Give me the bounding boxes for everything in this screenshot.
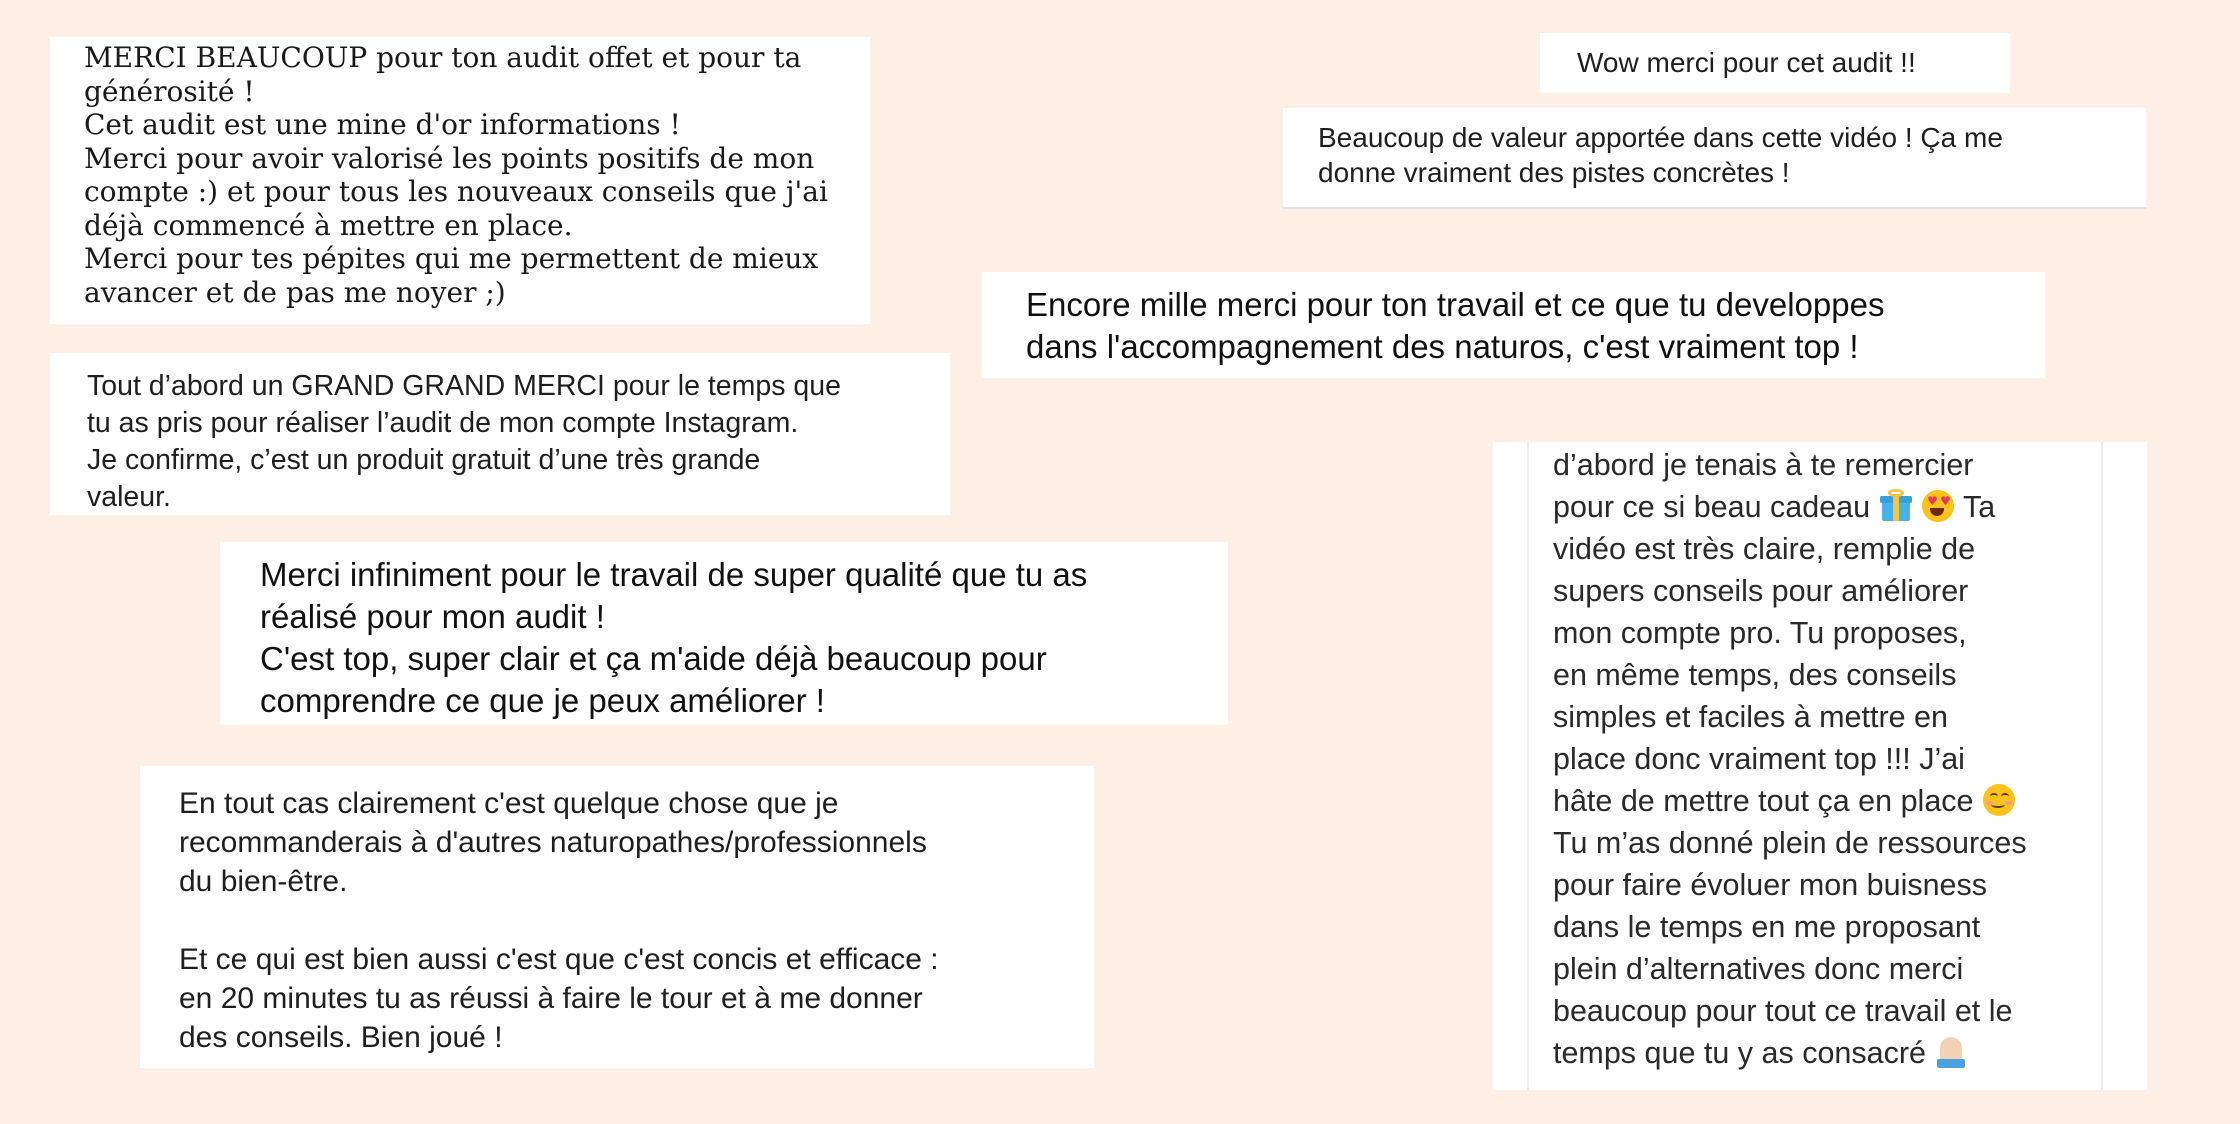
message-column	[1527, 442, 2103, 1090]
folded-hands-icon	[1934, 1035, 1968, 1069]
testimonial-card-5	[1540, 33, 2010, 93]
gift-icon	[1879, 489, 1913, 523]
heart-eyes-icon: ♥ ♥	[1921, 489, 1955, 523]
testimonial-card-3	[220, 542, 1228, 725]
testimonial-card-4	[140, 766, 1094, 1068]
testimonial-text: Beaucoup de valeur apportée dans cette vidéo ! Ça me donne vraiment des pistes concrètes !	[1318, 122, 2003, 188]
testimonial-card-7	[982, 272, 2045, 378]
smiling-face-icon	[1982, 783, 2016, 817]
testimonial-card-6	[1283, 108, 2146, 209]
testimonial-text-part-1: d’abord je tenais à te remercier pour ce si beau cadeau	[1553, 448, 1974, 524]
testimonial-text	[1553, 444, 2101, 1074]
testimonial-text: Merci infiniment pour le travail de super qualité que tu as réalisé pour mon audit ! C'est top, super clair et ça m'aide déjà beaucoup pour comprendre ce que je peux améliorer !	[260, 556, 1088, 719]
testimonial-card-2	[50, 353, 950, 515]
testimonial-text: Tout d’abord un GRAND GRAND MERCI pour le temps que tu as pris pour réaliser l’audit de mon compte Instagram. Je confirme, c’est un produit gratuit d’une très grande valeur.	[87, 370, 841, 513]
testimonial-card-1	[50, 37, 870, 324]
testimonial-text-part-2: Ta vidéo est très claire, remplie de supers conseils pour améliorer mon compte pro. Tu proposes, en même temps, des conseils simples et faciles à mettre en place donc vraiment top !!! J’ai hâte de mettre tout ça en place	[1553, 490, 1996, 818]
testimonial-text: MERCI BEAUCOUP pour ton audit offet et pour ta générosité ! Cet audit est une mine d'or informations ! Merci pour avoir valorisé les points positifs de mon compte :) et pour tous les nouveaux conseils que j'ai déjà commencé à mettre en place. Merci pour tes pépites qui me permettent de mieux avancer et de pas me noyer ;)	[84, 41, 828, 309]
testimonial-text: En tout cas clairement c'est quelque chose que je recommanderais à d'autres naturopathes/professionnels du bien-être. Et ce qui est bien aussi c'est que c'est concis et efficace : en 20 minutes tu as réussi à faire le tour et à me donner des conseils. Bien joué !	[179, 787, 939, 1054]
testimonial-text-part-3: Tu m’as donné plein de ressources pour faire évoluer mon buisness dans le temps en me proposant plein d’alternatives donc merci beaucoup pour tout ce travail et le temps que tu y as consacré	[1553, 826, 2027, 1070]
testimonial-card-8	[1493, 442, 2147, 1090]
testimonial-text: Wow merci pour cet audit !!	[1577, 47, 1916, 78]
testimonial-text: Encore mille merci pour ton travail et ce que tu developpes dans l'accompagnement des naturos, c'est vraiment top !	[1026, 286, 1885, 365]
